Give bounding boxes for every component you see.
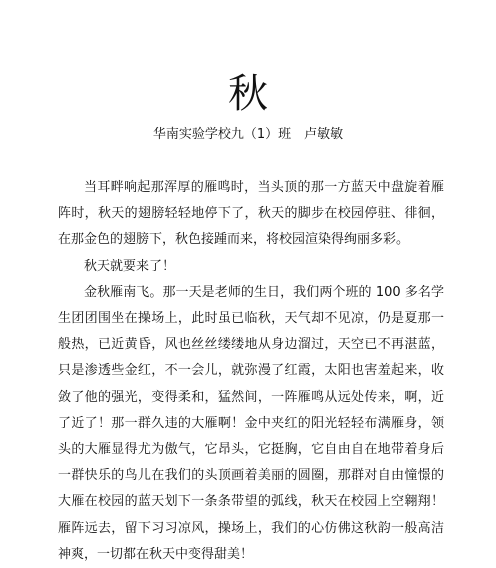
paragraph: 金秋雁南飞。那一天是老师的生日，我们两个班的 100 多名学生团团围坐在操场上，此时虽已临秋，天气却不见凉，仍是夏那一般热，已近黄昏，风也丝丝缕缕地从身边溜过，天空已不再湛蓝，只是渗透些金红，不一会儿，就弥漫了红霞，太阳也害羞起来，收敛了他的强光，变得柔和，猛然间，一阵雁鸣从远处传来，啊，近了近了！那一群久违的大雁啊！金中夹红的阳光轻轻布满雁身，领头的大雁显得尤为傲气，它昂头，它挺胸，它自由自在地带着身后一群快乐的鸟儿在我们的头顶画着美丽的圆圈，那群对自由憧憬的大雁在校园的蓝天划下一条条带望的弧线，秋天在校园上空翱翔！雁阵远去，留下习习凉风，操场上，我们的心仿佛这秋韵一般高洁神爽，一切都在秋天中变得甜美！ [58, 284, 444, 562]
paragraph: 秋天就要来了！ [84, 258, 176, 274]
document-body [58, 175, 444, 568]
author-line: 华南实验学校九（1）班 卢敏敏 [152, 127, 344, 142]
document-title: 秋 [228, 71, 268, 117]
paragraph: 当耳畔响起那浑厚的雁鸣时，当头顶的那一方蓝天中盘旋着雁阵时，秋天的翅膀轻轻地停下了，秋天的脚步在校园停驻、徘徊，在那金色的翅膀下，秋色接踵而来，将校园渲染得绚丽多彩。 [58, 180, 444, 248]
